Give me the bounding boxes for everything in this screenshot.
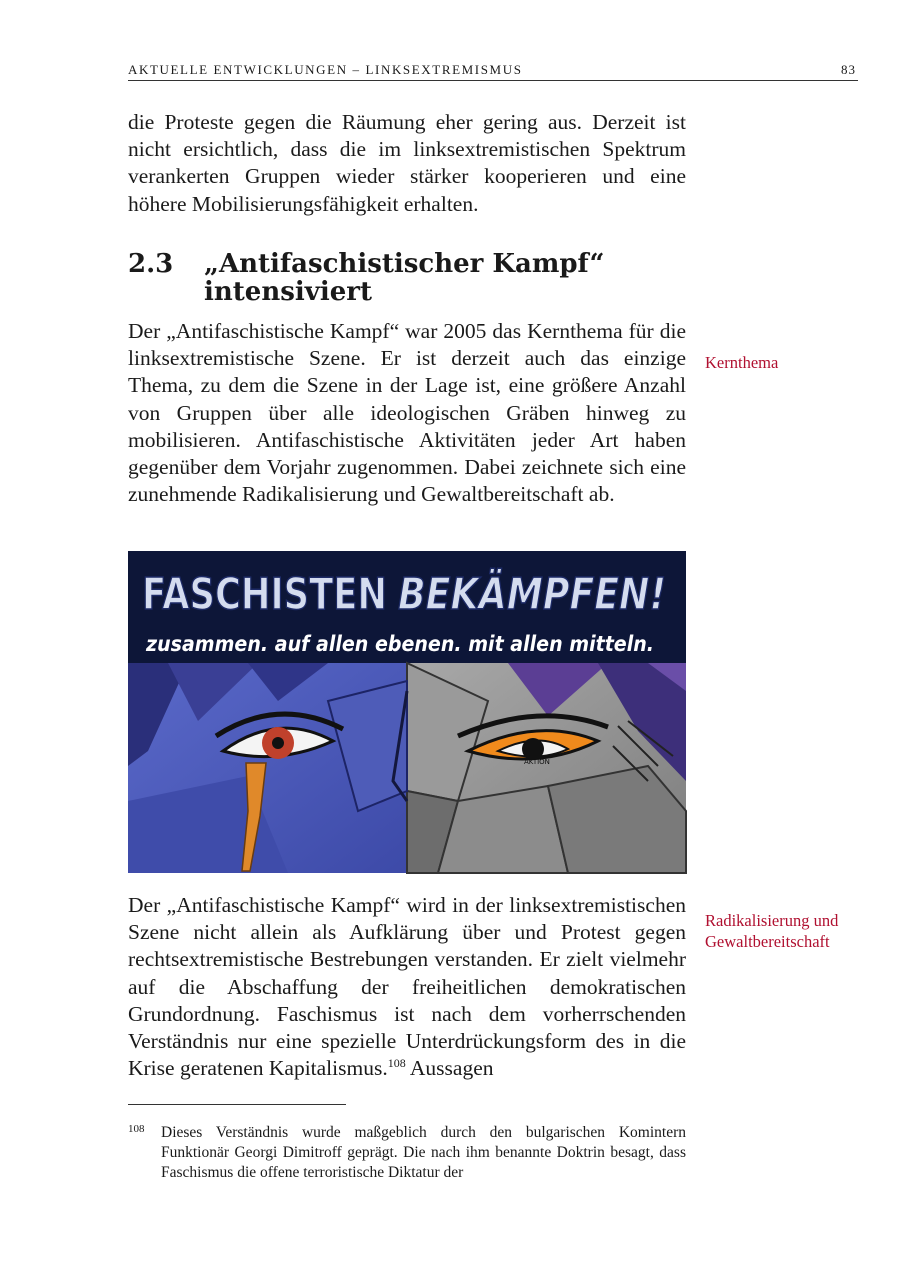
intro-paragraph: die Proteste gegen die Räumung eher gering aus. Derzeit ist nicht ersichtlich, dass die im linksextremistischen Spektrum verankerten Gruppen wieder stärker kooperieren und eine höhere Mobilisierungsfähigkeit erhalten. bbox=[128, 110, 686, 216]
poster-image bbox=[128, 551, 723, 873]
paragraph-2-tail: Aussagen bbox=[405, 1056, 494, 1081]
face-illustration bbox=[128, 663, 686, 873]
poster-headline-1: FASCHISTEN bbox=[142, 569, 387, 620]
poster-headline-2: BEKÄMPFEN! bbox=[398, 569, 723, 620]
footnote-text: Dieses Verständnis wurde maßgeblich durch den bulgarischen Komintern Funktionär Georgi Dimitroff geprägt. Die nach ihm benannte Doktrin besagt, dass Faschismus die offene terroristische Diktatur der bbox=[161, 1124, 686, 1181]
body-paragraph-1: Der „Antifaschistische Kampf“ war 2005 das Kernthema für die linksextremistische Szene. Er ist derzeit auch das einzige Thema, zu dem die Szene in der Lage ist, eine größere Anzahl von Gruppen über alle ideologischen Gräben hinweg zu mobilisieren. Antifaschistische Aktivitäten jeder Art haben gegenüber dem Vorjahr zugenommen. Dabei zeichnete sich eine zunehmende Radikalisierung und Gewaltbereitschaft ab. bbox=[128, 319, 686, 507]
poster-tagline: zusammen. auf allen ebenen. mit allen mitteln. bbox=[145, 632, 654, 656]
running-header bbox=[128, 60, 858, 81]
footnote-divider bbox=[128, 1104, 346, 1105]
page-number: 83 bbox=[841, 62, 856, 77]
body-paragraph-2 bbox=[128, 892, 686, 1082]
paragraph-2-text: Der „Antifaschistische Kampf“ wird in der linksextremistischen Szene nicht allein als Aufklärung über und Protest gegen rechtsextremistische Bestrebungen verstanden. Er zielt vielmehr auf die Abschaffung der freiheitlichen demokratischen Grundordnung. Faschismus ist nach dem vorherrschenden Verständnis nur eine spezielle Unterdrückungsform des in die Krise geratenen Kapitalismus. bbox=[128, 893, 686, 1081]
section-number: 2.3 bbox=[128, 249, 174, 279]
footnote-number: 108 bbox=[128, 1123, 145, 1135]
section-title: „Antifaschistischer Kampf“ intensiviert bbox=[204, 249, 605, 307]
poster-eye-text: AKTION bbox=[524, 758, 550, 766]
margin-note-kernthema: Kernthema bbox=[705, 353, 779, 372]
poster-illustration bbox=[128, 551, 723, 873]
running-title: AKTUELLE ENTWICKLUNGEN – LINKSEXTREMISMUS bbox=[128, 62, 523, 77]
margin-note-line-1: Radikalisierung und bbox=[705, 911, 839, 930]
footnote bbox=[128, 1123, 686, 1183]
footnote-reference[interactable]: 108 bbox=[387, 1056, 406, 1071]
margin-note-radikalisierung bbox=[705, 910, 875, 952]
margin-note-line-2: Gewaltbereitschaft bbox=[705, 932, 830, 951]
